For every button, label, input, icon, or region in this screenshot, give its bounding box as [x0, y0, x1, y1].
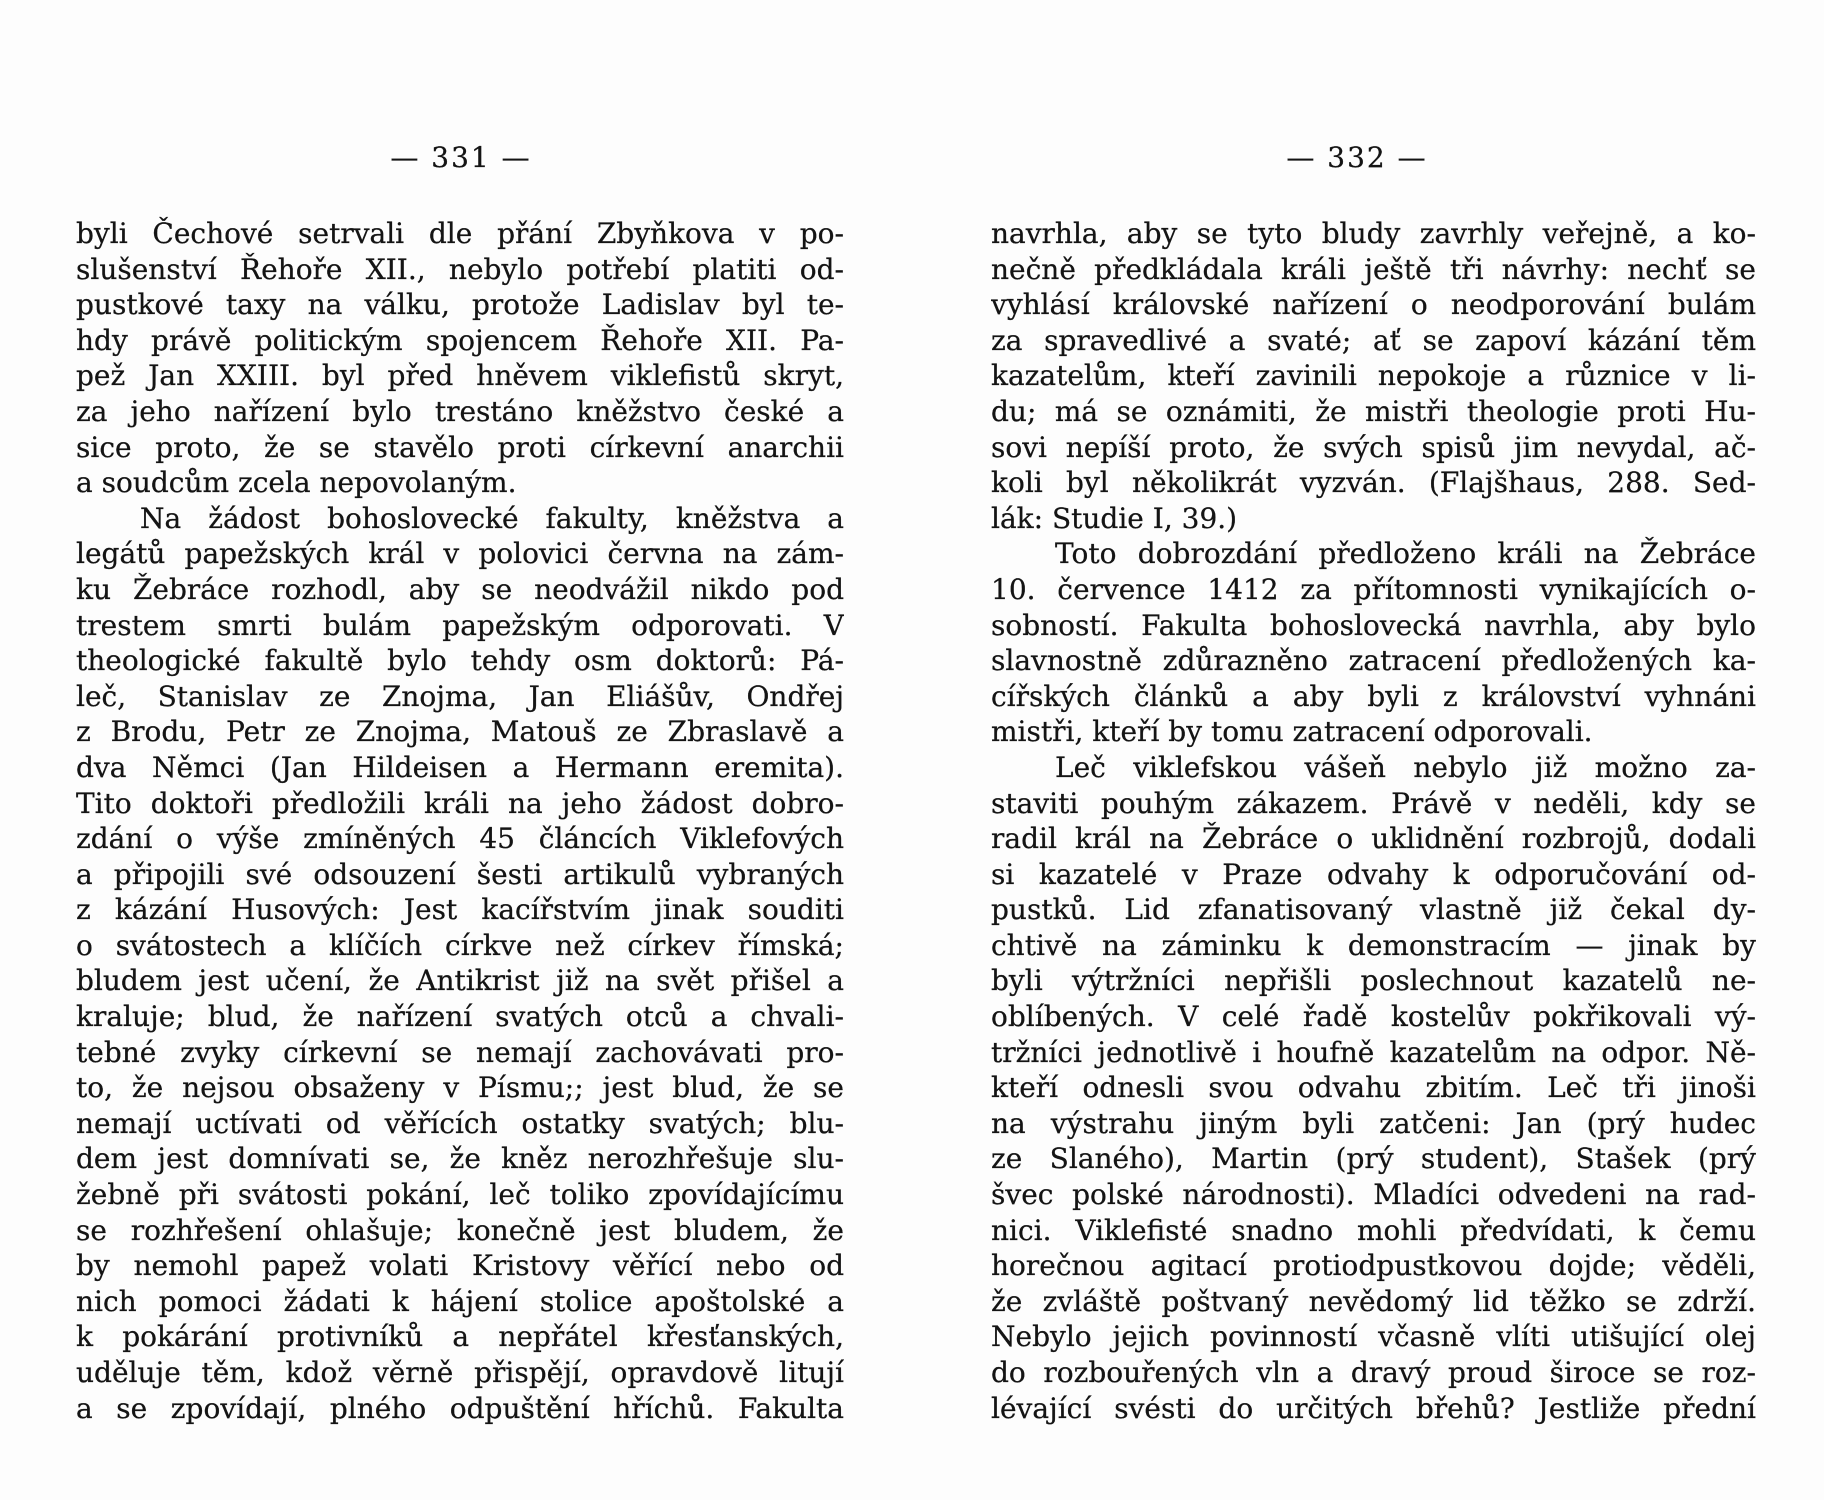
text-line: za spravedlivé a svaté; ať se zapoví kázání těm [991, 323, 1756, 357]
text-line: se rozhřešení ohlašuje; konečně jest bludem, že [76, 1213, 844, 1247]
text-line: Leč viklefskou vášeň nebylo již možno za- [1055, 750, 1756, 784]
text-line: byli výtržníci nepřišli poslechnout kazatelů ne- [991, 964, 1756, 998]
text-line: nich pomoci žádati k hájení stolice apoštolské a [76, 1284, 844, 1318]
page-number: — 331 — [390, 141, 532, 174]
text-line: radil král na Žebráce o uklidnění rozbrojů, dodali [991, 822, 1756, 856]
text-line: horečnou agitací protiodpustkovou dojde; věděli, [991, 1249, 1756, 1283]
text-line: slušenství Řehoře XII., nebylo potřebí platiti od- [76, 252, 844, 286]
text-line: tebné zvyky církevní se nemají zachovávati pro- [76, 1035, 844, 1069]
text-line: du; má se oznámiti, že mistři theologie proti Hu- [991, 394, 1756, 428]
text-line: ze Slaného), Martin (prý student), Stašek (prý [991, 1142, 1756, 1176]
text-line: pež Jan XXIII. byl před hněvem viklefistů skryt, [76, 359, 844, 393]
text-line: theologické fakultě bylo tehdy osm doktorů: Pá- [76, 644, 844, 678]
page-number: — 332 — [1286, 141, 1428, 174]
text-line: za jeho nařízení bylo trestáno kněžstvo české a [76, 394, 844, 428]
right-page [912, 0, 1824, 1500]
text-line: staviti pouhým zákazem. Právě v neděli, kdy se [991, 786, 1756, 820]
text-line: k pokárání protivníků a nepřátel křesťanských, [76, 1320, 844, 1354]
text-line: na výstrahu jiným byli zatčeni: Jan (prý hudec [991, 1106, 1756, 1140]
text-line: dva Němci (Jan Hildeisen a Hermann eremita). [76, 750, 844, 784]
text-line: oblíbených. V celé řadě kostelův pokřikovali vý- [991, 1000, 1756, 1034]
text-line: by nemohl papež volati Kristovy věřící nebo od [76, 1249, 844, 1283]
text-line: trestem smrti bulám papežským odporovati. V [76, 608, 844, 642]
text-line: byli Čechové setrvali dle přání Zbyňkova v po- [76, 217, 844, 250]
text-line: leč, Stanislav ze Znojma, Jan Eliášův, Ondřej [76, 679, 844, 713]
text-line: a se zpovídají, plného odpuštění hříchů. Fakulta [76, 1391, 844, 1425]
text-line: lévající svésti do určitých břehů? Jestliže přední [991, 1391, 1756, 1425]
text-line: Tito doktoři předložili králi na jeho žádost dobro- [76, 786, 844, 820]
text-line: si kazatelé v Praze odvahy k odporučování od- [991, 857, 1756, 891]
text-line: Toto dobrozdání předloženo králi na Žebráce [1055, 537, 1756, 571]
text-line: chtivě na záminku k demonstracím — jinak by [991, 928, 1756, 962]
text-line: mistři, kteří by tomu zatracení odporovali. [991, 715, 1593, 749]
text-line: nemají uctívati od věřících ostatky svatých; blu- [76, 1106, 844, 1140]
text-line: slavnostně zdůrazněno zatracení předložených ka- [991, 644, 1756, 678]
text-line: to, že nejsou obsaženy v Písmu;; jest blud, že se [76, 1071, 844, 1105]
page-text [76, 216, 844, 1426]
text-line: do rozbouřených vln a dravý proud široce se roz- [991, 1356, 1756, 1389]
text-line: zdání o výše zmíněných 45 článcích Viklefových [76, 822, 844, 856]
text-line: sobností. Fakulta bohoslovecká navrhla, aby bylo [991, 608, 1756, 642]
text-line: Nebylo jejich povinností včasně vlíti utišující olej [991, 1320, 1756, 1354]
page-text [991, 216, 1756, 1426]
text-line: z kázání Husových: Jest kacířstvím jinak souditi [76, 893, 844, 927]
text-line: že zvláště poštvaný nevědomý lid těžko se zdrží. [991, 1284, 1756, 1318]
text-line: pustků. Lid zfanatisovaný vlastně již čekal dy- [991, 893, 1756, 927]
text-line: kraluje; blud, že nařízení svatých otců a chvali- [76, 1000, 844, 1034]
text-line: hdy právě politickým spojencem Řehoře XII. Pa- [76, 323, 844, 357]
text-line: bludem jest učení, že Antikrist již na svět přišel a [76, 964, 844, 998]
text-line: z Brodu, Petr ze Znojma, Matouš ze Zbraslavě a [76, 715, 844, 749]
text-line: nici. Viklefisté snadno mohli předvídati, k čemu [991, 1213, 1756, 1247]
text-line: a soudcům zcela nepovolaným. [76, 466, 517, 500]
text-line: pustkové taxy na válku, protože Ladislav byl te- [76, 288, 844, 322]
text-line: ku Žebráce rozhodl, aby se neodvážil nikdo pod [76, 572, 844, 606]
text-line: vyhlásí královské nařízení o neodporování bulám [991, 288, 1756, 322]
text-line: kteří odnesli svou odvahu zbitím. Leč tři jinoši [991, 1071, 1756, 1105]
text-line: švec polské národnosti). Mladíci odvedeni na rad- [991, 1178, 1756, 1212]
text-line: cířských článků a aby byli z království vyhnáni [991, 679, 1756, 713]
text-line: tržníci jednotlivě i houfně kazatelům na odpor. Ně- [991, 1035, 1756, 1069]
text-line: sovi nepíší proto, že svých spisů jim nevydal, ač- [991, 430, 1756, 464]
text-line: kazatelům, kteří zavinili nepokoje a různice v li- [991, 359, 1756, 393]
text-line: nečně předkládala králi ještě tři návrhy: nechť se [991, 252, 1756, 286]
text-line: žebně při svátosti pokání, leč toliko zpovídajícímu [76, 1178, 844, 1212]
text-line: uděluje těm, kdož věrně přispějí, opravdově litují [76, 1356, 844, 1389]
text-line: o svátostech a klíčích církve než církev římská; [76, 928, 844, 962]
text-line: Na žádost bohoslovecké fakulty, kněžstva a [140, 501, 844, 535]
text-line: a připojili své odsouzení šesti artikulů vybraných [76, 857, 844, 891]
text-line: navrhla, aby se tyto bludy zavrhly veřejně, a ko- [991, 217, 1756, 250]
text-line: 10. července 1412 za přítomnosti vynikajících o- [991, 572, 1756, 606]
text-line: sice proto, že se stavělo proti církevní anarchii [76, 430, 844, 464]
text-line: dem jest domnívati se, že kněz nerozhřešuje slu- [76, 1142, 844, 1176]
text-line: lák: Studie I, 39.) [991, 501, 1238, 535]
text-line: koli byl několikrát vyzván. (Flajšhaus, 288. Sed- [991, 466, 1756, 500]
text-line: legátů papežských král v polovici června na zám- [76, 537, 844, 571]
